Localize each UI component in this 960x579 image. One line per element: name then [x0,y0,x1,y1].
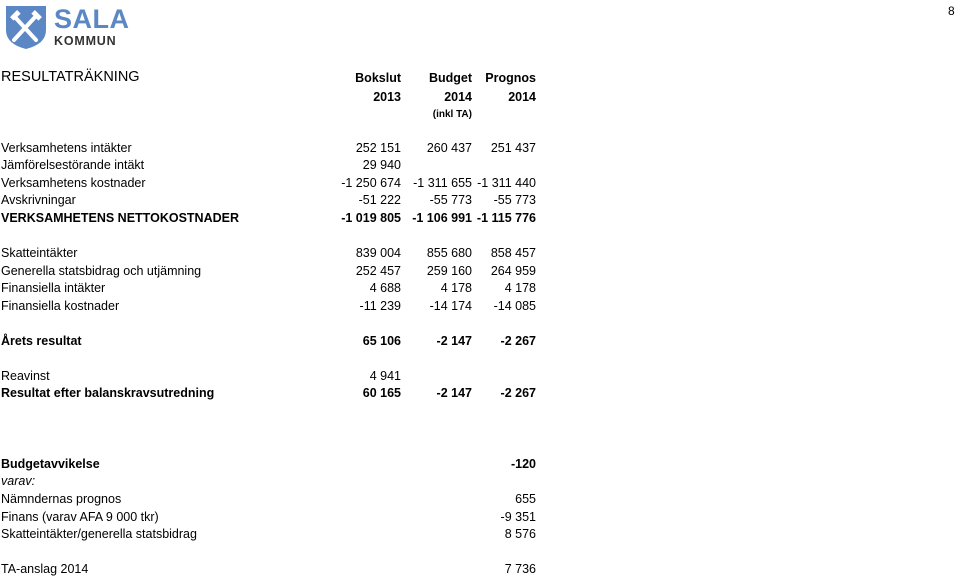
col1-year: 2013 [373,90,401,104]
budget-deviation-value: -120 [510,457,536,471]
page-title: RESULTATRÄKNING [1,69,140,85]
list-item [0,527,560,544]
row-label: Avskrivningar [1,193,76,207]
item-label: Skatteintäkter/generella statsbidrag [1,527,197,541]
row-value-prognos: -1 311 440 [477,176,536,190]
row-label: Verksamhetens intäkter [1,141,132,155]
row-value-2013: 4 941 [369,369,401,383]
ta-anslag-value: 7 736 [504,562,536,576]
row-value-prognos: 4 178 [504,281,536,295]
table-row [0,334,560,351]
row-label: Reavinst [1,369,50,383]
item-value: -9 351 [500,510,536,524]
item-label: Nämndernas prognos [1,492,122,506]
varav-row [0,474,560,491]
list-item [0,510,560,527]
ta-anslag-label: TA-anslag 2014 [1,562,89,576]
row-value-2013: -11 239 [359,299,401,313]
table-row [0,141,560,158]
table-row [0,281,560,298]
row-label: Årets resultat [1,334,82,348]
row-value-2013: -51 222 [358,193,401,207]
row-value-2013: -1 250 674 [341,176,401,190]
row-value-budget: -14 174 [429,299,472,313]
row-value-prognos: 251 437 [490,141,536,155]
row-label: Verksamhetens kostnader [1,176,146,190]
row-value-2013: 60 165 [362,386,401,400]
table-row [0,369,560,386]
row-value-prognos: -55 773 [493,193,536,207]
row-value-budget: -55 773 [429,193,472,207]
col2-header: Budget [428,71,472,85]
varav-label: varav: [1,474,36,488]
row-value-budget: 4 178 [440,281,472,295]
col2-note: (inkl TA) [432,109,472,120]
row-value-2013: -1 019 805 [341,211,401,225]
row-value-budget: 259 160 [426,264,472,278]
row-value-budget: 855 680 [426,246,472,260]
logo-sub: KOMMUN [54,34,117,48]
row-value-2013: 29 940 [362,158,401,172]
table-row [0,264,560,281]
item-value: 655 [515,492,536,506]
row-label: Finansiella kostnader [1,299,120,313]
row-value-budget: 260 437 [426,141,472,155]
row-value-2013: 4 688 [369,281,401,295]
table-row [0,158,560,175]
item-value: 8 576 [504,527,536,541]
col1-header: Bokslut [355,71,401,85]
row-value-prognos: 264 959 [490,264,536,278]
row-value-budget: -2 147 [436,386,472,400]
row-value-budget: -2 147 [436,334,472,348]
row-label: Resultat efter balanskravsutredning [1,386,215,400]
table-row [0,211,560,228]
sala-kommun-logo [4,4,128,50]
budget-deviation-row [0,457,560,474]
col3-year: 2014 [508,90,536,104]
item-label: Finans (varav AFA 9 000 tkr) [1,510,159,524]
row-value-budget: -1 311 655 [413,176,472,190]
row-label: Jämförelsestörande intäkt [1,158,145,172]
row-value-2013: 839 004 [355,246,401,260]
row-value-budget: -1 106 991 [412,211,472,225]
table-row [0,299,560,316]
ta-anslag-row [0,562,560,579]
row-value-prognos: 858 457 [490,246,536,260]
coat-of-arms-icon [4,4,48,50]
row-label: Finansiella intäkter [1,281,106,295]
col3-header: Prognos [485,71,536,85]
row-label: Skatteintäkter [1,246,78,260]
row-label: VERKSAMHETENS NETTOKOSTNADER [1,211,239,225]
logo-name: SALA [54,4,130,34]
row-label: Generella statsbidrag och utjämning [1,264,202,278]
row-value-prognos: -1 115 776 [476,211,536,225]
page-number: 8 [948,4,955,18]
table-row [0,386,560,403]
row-value-prognos: -14 085 [493,299,536,313]
list-item [0,492,560,509]
row-value-2013: 65 106 [362,334,401,348]
budget-deviation-label: Budgetavvikelse [1,457,100,471]
col2-year: 2014 [444,90,472,104]
table-row [0,176,560,193]
table-row [0,193,560,210]
row-value-prognos: -2 267 [500,334,536,348]
table-row [0,246,560,263]
row-value-prognos: -2 267 [500,386,536,400]
row-value-2013: 252 151 [355,141,401,155]
row-value-2013: 252 457 [355,264,401,278]
